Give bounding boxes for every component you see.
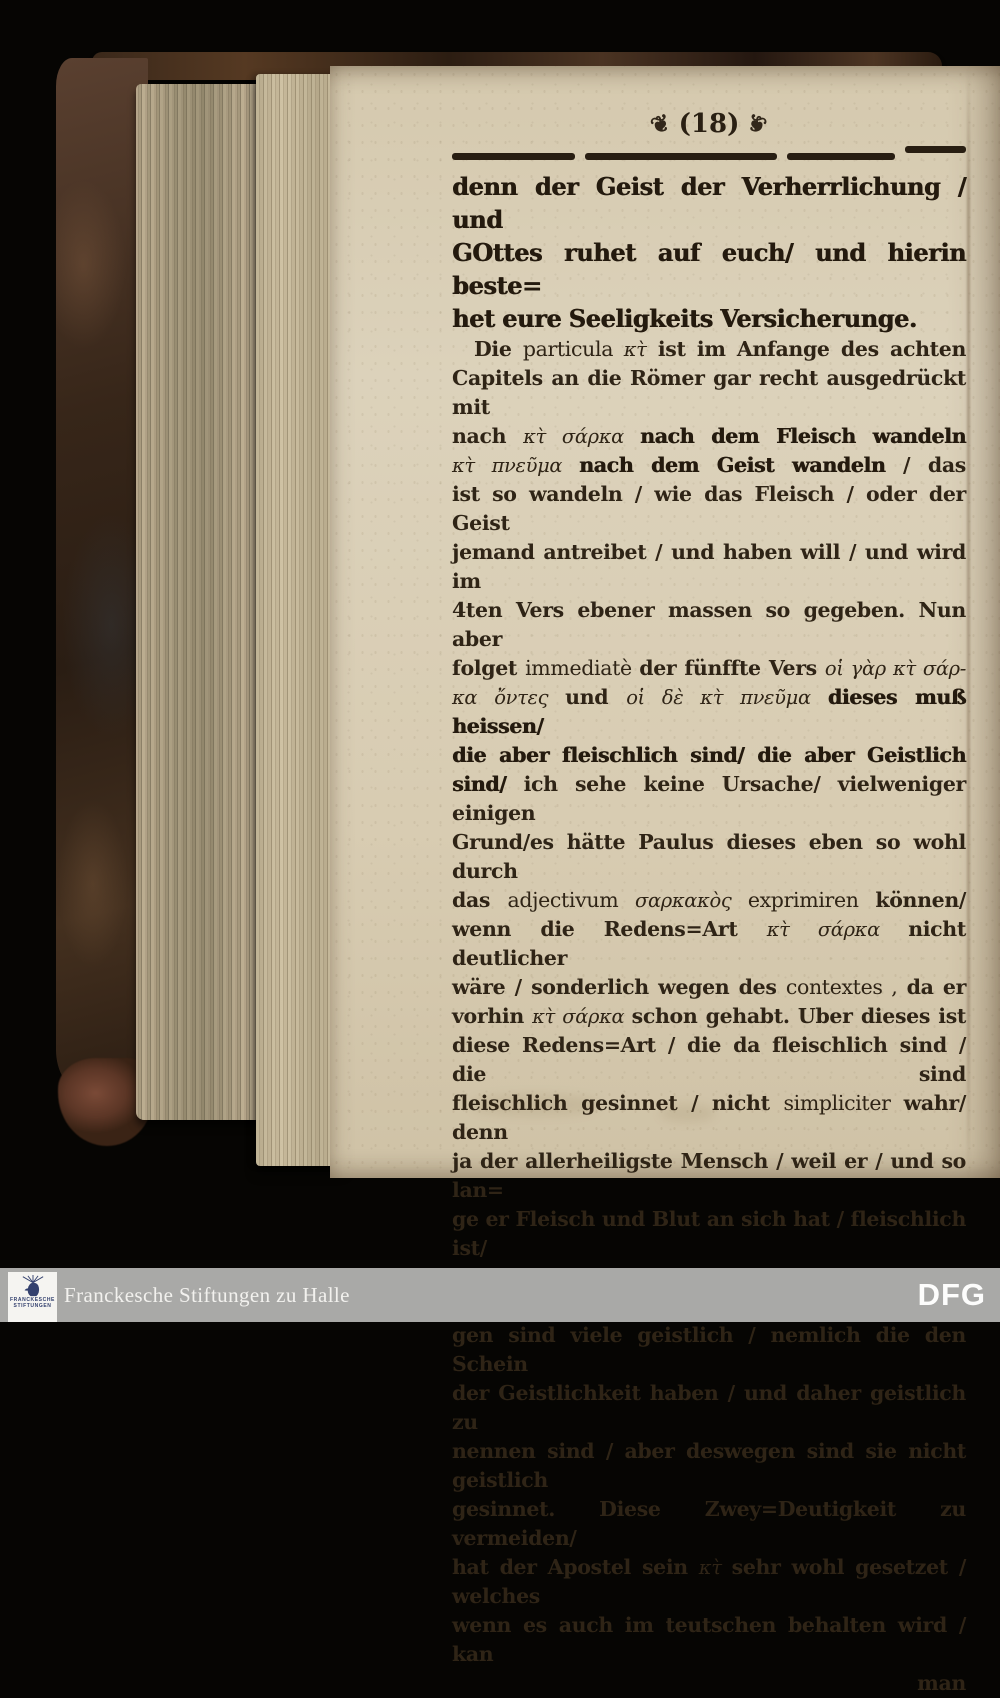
institution-logo (8, 1272, 57, 1322)
greek-text: κτ̀ σάρκα (523, 425, 640, 448)
text-segment: Die (474, 337, 523, 361)
text-block (452, 106, 966, 1698)
text-block-lines (452, 170, 966, 1698)
logo-caption (10, 1297, 55, 1309)
text-line (452, 1031, 966, 1089)
text-segment: jemand antreibet / und haben will / und wird im (452, 540, 966, 593)
page-number: (18) (678, 109, 740, 139)
header-rule-segment (585, 153, 777, 160)
text-line (452, 236, 966, 302)
fleuron-right-icon: ❦ (743, 108, 771, 140)
page-gutter-crease (967, 66, 970, 1178)
greek-text: σαρκακὸς (635, 889, 748, 912)
text-line (452, 741, 966, 770)
text-segment: fleischlich gesinnet / nicht (452, 1091, 784, 1115)
text-line (452, 422, 966, 451)
text-segment: Grund/es hätte Paulus dieses eben so wohl durch (452, 830, 966, 883)
text-segment: da er (897, 975, 967, 999)
text-segment: der Geistlichkeit haben / und daher geistlich zu (452, 1381, 966, 1434)
text-line (452, 335, 966, 364)
text-segment: der fünffte Vers (639, 656, 825, 680)
text-segment: sehr wohl gesetzet / welches (452, 1555, 966, 1608)
text-line (452, 1495, 966, 1553)
greek-text: κα ὄντες (452, 686, 566, 709)
text-segment: und (565, 685, 627, 709)
text-segment: simpliciter (783, 1091, 904, 1115)
text-segment: nicht deutlicher (452, 917, 966, 970)
text-segment: nach (452, 424, 524, 448)
text-segment: nach dem Fleisch wandeln (639, 424, 966, 448)
text-segment: gen sind viele geistlich / nemlich die den Schein (452, 1323, 966, 1376)
institution-name: Franckesche Stiftungen zu Halle (64, 1282, 350, 1307)
text-line (452, 654, 966, 683)
text-line (452, 1611, 966, 1669)
text-segment: het eure Seeligkeits Versicherunge. (452, 304, 917, 333)
text-line (452, 1089, 966, 1147)
header-rule (452, 150, 966, 162)
header-rule-segment (905, 146, 966, 153)
text-line (452, 1437, 966, 1495)
text-line (452, 364, 966, 422)
text-segment: particula (522, 337, 624, 361)
greek-text: κτ̀ σάρκα (532, 1005, 632, 1028)
text-segment: contextes , (785, 975, 898, 999)
text-segment: können/ (875, 888, 967, 912)
text-line (452, 886, 966, 915)
logo-caption-line2: STIFTUNGEN (13, 1303, 52, 1309)
text-segment: man (917, 1671, 966, 1695)
greek-text: κτ̀ (623, 338, 647, 361)
text-segment: ich sehe keine Ursache/ vielweniger einigen (452, 772, 966, 825)
text-segment: schon gehabt. Uber dieses ist (631, 1004, 967, 1028)
text-line (452, 480, 966, 538)
text-segment: nach dem Geist wandeln (578, 453, 886, 477)
eagle-sun-icon (14, 1275, 52, 1297)
page-fan-outer (136, 84, 264, 1120)
text-segment: Capitels an die Römer gar recht ausgedrückt mit (452, 366, 966, 419)
text-segment: nennen sind / aber deswegen sind sie nicht geistlich (452, 1439, 966, 1492)
text-segment: wenn es auch im teutschen behalten wird / kan (452, 1613, 966, 1666)
fleuron-left-icon: ❦ (647, 108, 675, 140)
text-line (452, 1205, 966, 1263)
greek-text: οἱ δὲ κτ̀ πνεῦμα (626, 686, 828, 709)
text-segment: ist im Anfange des achten (646, 337, 967, 361)
text-segment: sind/ (452, 772, 524, 796)
bottom-bar (0, 1268, 1000, 1322)
text-segment: wäre / sonderlich wegen des (452, 975, 786, 999)
book-cover-spine (56, 58, 148, 1090)
greek-text: κτ̀ πνεῦμα (452, 454, 579, 477)
text-segment: folget (452, 656, 526, 680)
text-segment: ge er Fleisch und Blut an sich hat / fleischlich ist/ (452, 1207, 966, 1260)
text-segment: ja der allerheiligste Mensch / weil er / und so lan= (452, 1149, 966, 1202)
text-line (452, 828, 966, 886)
text-line (452, 973, 966, 1002)
text-segment: die aber fleischlich sind/ die aber Geistlich (452, 743, 966, 767)
text-segment: das (452, 888, 508, 912)
text-segment: denn der Geist der Verherrlichung / und (452, 172, 966, 234)
text-line (452, 596, 966, 654)
text-line (452, 538, 966, 596)
text-segment: gesinnet. Diese Zwey=Deutigkeit zu vermeiden/ (452, 1497, 966, 1550)
text-line (452, 770, 966, 828)
text-line (452, 170, 966, 236)
text-line (452, 1147, 966, 1205)
text-segment: / das (885, 453, 966, 477)
greek-text: κτ̀ σάρκα (766, 918, 909, 941)
text-segment: adjectivum (507, 888, 636, 912)
text-line (452, 1379, 966, 1437)
text-segment: vorhin (452, 1004, 533, 1028)
text-segment: dieses muß heissen/ (452, 685, 966, 738)
text-segment: wahr/ denn (452, 1091, 966, 1144)
text-segment: GOttes ruhet auf euch/ und hierin beste= (452, 238, 966, 300)
dfg-logo: DFG (917, 1277, 986, 1312)
text-segment: 4ten Vers ebener massen so gegeben. Nun aber (452, 598, 966, 651)
text-segment: exprimiren (747, 888, 876, 912)
greek-text: οἱ γὰρ κτ̀ σάρ- (824, 657, 966, 680)
text-segment: hat der Apostel sein (452, 1555, 699, 1579)
header-rule-segment (452, 153, 575, 160)
text-line (452, 1321, 966, 1379)
page-header (452, 106, 966, 142)
text-line (452, 1553, 966, 1611)
header-rule-segment (787, 153, 895, 160)
text-segment: diese Redens=Art / die da fleischlich sind / die sind (452, 1033, 966, 1086)
catchword (452, 1669, 966, 1698)
greek-text: κτ̀ (698, 1556, 732, 1579)
text-segment: wenn die Redens=Art (452, 917, 767, 941)
text-segment: ist so wandeln / wie das Fleisch / oder der Geist (452, 482, 966, 535)
logo-caption-line1: FRANCKESCHE (10, 1297, 55, 1303)
text-line (452, 302, 966, 335)
text-line (452, 451, 966, 480)
text-line (452, 683, 966, 741)
text-segment: immediatè (525, 656, 640, 680)
text-line (452, 1002, 966, 1031)
text-line (452, 915, 966, 973)
